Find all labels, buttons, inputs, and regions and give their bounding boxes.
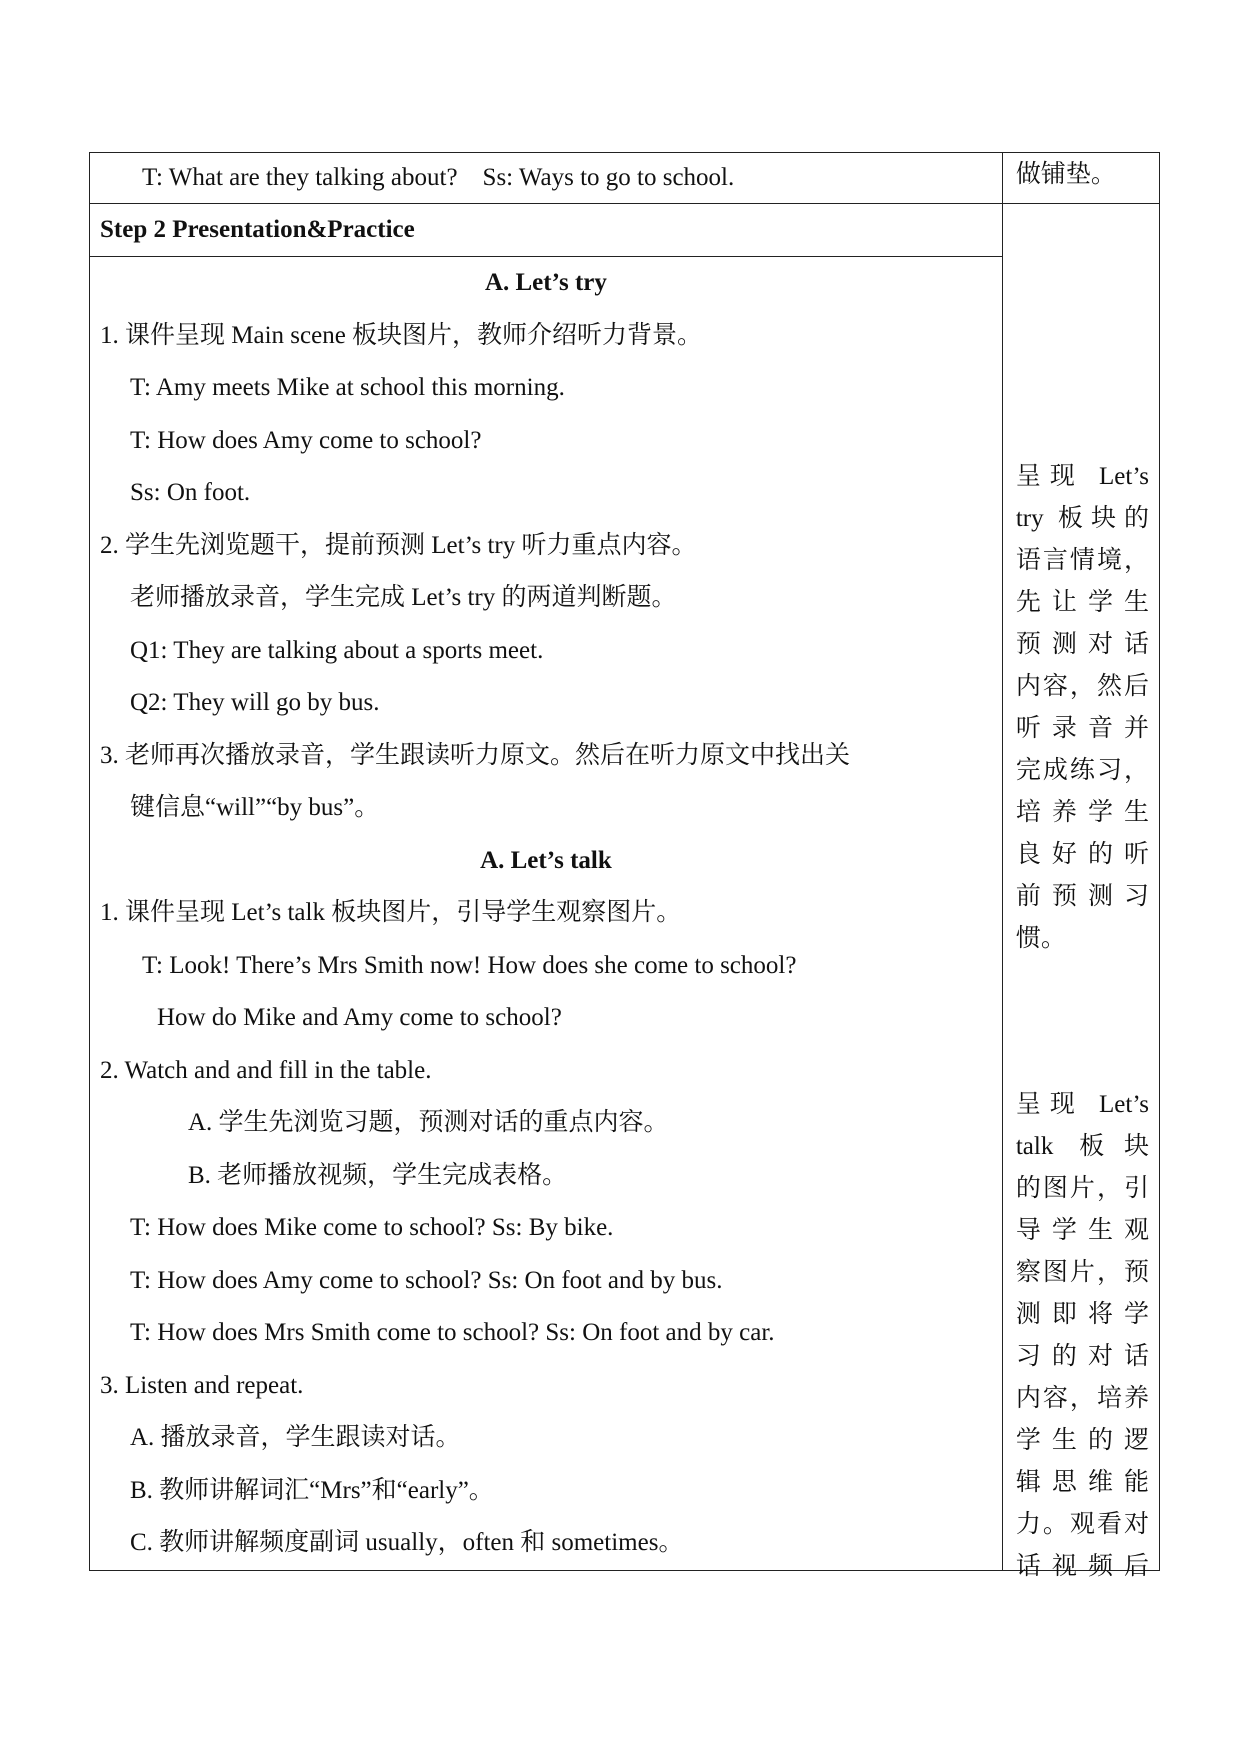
lets-talk-heading: A. Let’s talk: [480, 846, 612, 874]
note-line: 的图片，引: [1015, 1175, 1149, 1202]
note-line: 辑思维能: [1015, 1469, 1149, 1496]
lets-try-line: Ss: On foot.: [130, 479, 251, 506]
intro-note-cell: [1002, 153, 1159, 204]
note-line: 听录音并: [1015, 715, 1149, 742]
intro-note: 做铺垫。: [1015, 161, 1116, 188]
note-line: talk 板块: [1015, 1133, 1149, 1160]
lets-try-line: 1. 课件呈现 Main scene 板块图片，教师介绍听力背景。: [100, 321, 703, 349]
lesson-plan-table: [89, 152, 1160, 1580]
note-line: 导学生观: [1015, 1217, 1149, 1244]
lets-talk-line: B. 教师讲解词汇“Mrs”和“early”。: [130, 1476, 494, 1504]
lets-talk-line: B. 老师播放视频，学生完成表格。: [188, 1161, 568, 1189]
note-line: 察图片，预: [1015, 1259, 1149, 1286]
intro-line: T: What are they talking about? Ss: Ways to go to school.: [142, 164, 735, 191]
lets-try-line: 老师播放录音，学生完成 Let’s try 的两道判断题。: [130, 584, 677, 611]
lets-talk-line: T: How does Amy come to school? Ss: On foot and by bus.: [130, 1266, 723, 1294]
note-line: 良好的听: [1015, 841, 1149, 868]
lets-try-line: 2. 学生先浏览题干，提前预测 Let’s try 听力重点内容。: [100, 531, 697, 559]
note-line: 培养学生: [1015, 799, 1149, 826]
lets-talk-line: T: Look! There’s Mrs Smith now! How does she come to school?: [142, 951, 797, 979]
note-line: 呈现 Let’s: [1015, 1091, 1149, 1118]
note-line: try 板块的: [1015, 505, 1149, 532]
note-line: 内容，培养: [1015, 1385, 1149, 1412]
lets-talk-line: 1. 课件呈现 Let’s talk 板块图片，引导学生观察图片。: [100, 899, 682, 926]
note-line: 呈现 Let’s: [1015, 463, 1149, 490]
note-line: 语言情境，: [1015, 547, 1149, 574]
lets-talk-note: [1003, 1084, 1159, 1588]
step2-title-row: [90, 204, 1160, 257]
lets-try-line: 3. 老师再次播放录音，学生跟读听力原文。然后在听力原文中找出关: [100, 741, 851, 769]
intro-row: [90, 153, 1160, 204]
note-line: 内容，然后: [1015, 673, 1149, 700]
note-line: 学生的逻: [1015, 1427, 1149, 1454]
lets-talk-line: T: How does Mrs Smith come to school? Ss: On foot and by car.: [130, 1319, 775, 1346]
content-row: [90, 257, 1160, 1571]
lets-talk-line: C. 教师讲解频度副词 usually，often 和 sometimes。: [130, 1529, 684, 1556]
lets-talk-line: 3. Listen and repeat.: [100, 1371, 304, 1399]
lets-try-line: T: Amy meets Mike at school this morning.: [130, 374, 565, 401]
lets-talk-line: How do Mike and Amy come to school?: [157, 1004, 562, 1031]
lets-try-heading: A. Let’s try: [484, 269, 607, 296]
content-cell: [90, 257, 1003, 1571]
step2-title-cell: [90, 204, 1003, 257]
note-line: 预测对话: [1015, 631, 1149, 658]
note-line: 完成练习，: [1015, 757, 1149, 784]
note-line: 话视频后: [1015, 1553, 1149, 1580]
lets-try-note: [1003, 456, 1159, 960]
note-line: 习的对话: [1015, 1343, 1149, 1370]
note-line: 前预测习: [1015, 883, 1149, 910]
lets-try-line: Q1: They are talking about a sports meet.: [130, 636, 544, 664]
note-line: 力。观看对: [1015, 1511, 1149, 1538]
note-line: 先让学生: [1015, 589, 1149, 616]
lets-try-line: T: How does Amy come to school?: [130, 426, 482, 454]
lets-talk-line: A. 学生先浏览习题，预测对话的重点内容。: [188, 1109, 669, 1136]
side-notes-cell: [1002, 204, 1159, 1580]
intro-main-cell: [90, 153, 1003, 204]
lets-try-line: 键信息“will”“by bus”。: [130, 794, 380, 821]
note-line: 测即将学: [1015, 1301, 1149, 1328]
lets-talk-line: 2. Watch and and fill in the table.: [100, 1056, 432, 1084]
lets-try-line: Q2: They will go by bus.: [130, 689, 380, 716]
step2-title: Step 2 Presentation&Practice: [100, 216, 415, 243]
lets-talk-line: T: How does Mike come to school? Ss: By bike.: [130, 1214, 614, 1241]
lets-talk-line: A. 播放录音，学生跟读对话。: [130, 1424, 461, 1451]
note-line: 惯。: [1015, 925, 1066, 952]
